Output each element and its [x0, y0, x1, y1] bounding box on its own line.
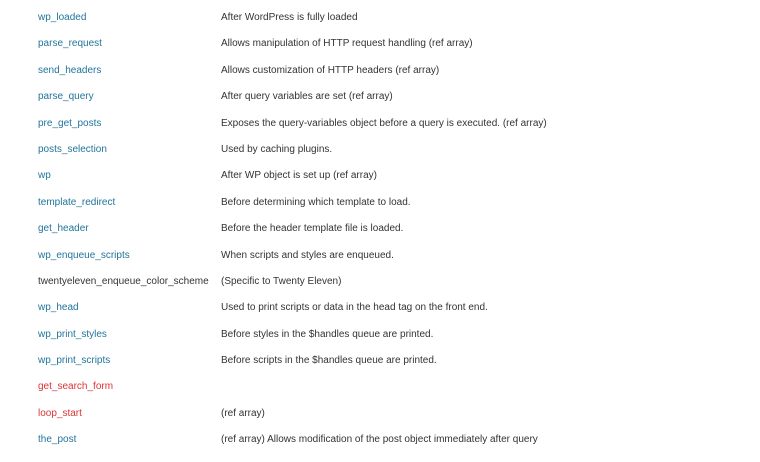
hook-description: (ref array) Allows modification of the post object immediately after query	[221, 434, 538, 446]
hook-link-posts-selection[interactable]: posts_selection	[38, 143, 107, 155]
hook-description: Used by caching plugins.	[221, 143, 333, 155]
table-row	[0, 321, 760, 347]
hook-description: Before scripts in the $handles queue are printed.	[221, 355, 437, 367]
hook-link-send-headers[interactable]: send_headers	[38, 64, 102, 76]
hook-description: (Specific to Twenty Eleven)	[221, 275, 342, 287]
hook-link-get-search-form[interactable]: get_search_form	[38, 381, 114, 393]
hook-link-template-redirect[interactable]: template_redirect	[38, 196, 116, 208]
hook-link-wp-enqueue-scripts[interactable]: wp_enqueue_scripts	[38, 249, 130, 261]
hook-link-wp-print-styles[interactable]: wp_print_styles	[38, 328, 107, 340]
hook-description: Before the header template file is loaded.	[221, 223, 404, 235]
hook-link-pre-get-posts[interactable]: pre_get_posts	[38, 117, 102, 129]
hook-description: Exposes the query-variables object before a query is executed. (ref array)	[221, 117, 547, 129]
hook-description: Before determining which template to load.	[221, 196, 411, 208]
table-row	[0, 4, 760, 30]
hook-link-wp-head[interactable]: wp_head	[38, 302, 79, 314]
hook-link-parse-request[interactable]: parse_request	[38, 38, 102, 50]
hook-description: (ref array)	[221, 407, 265, 419]
hook-link-loop-start[interactable]: loop_start	[38, 407, 82, 419]
table-row	[0, 215, 760, 241]
hook-description: Used to print scripts or data in the head tag on the front end.	[221, 302, 488, 314]
table-row	[0, 136, 760, 162]
table-row	[0, 110, 760, 136]
table-row	[0, 57, 760, 83]
hook-link-wp-print-scripts[interactable]: wp_print_scripts	[38, 355, 111, 367]
hook-link-wp-loaded[interactable]: wp_loaded	[38, 12, 87, 23]
hook-description: After query variables are set (ref array)	[221, 91, 393, 103]
hook-description: When scripts and styles are enqueued.	[221, 249, 394, 261]
hook-name-twentyeleven-enqueue-color-scheme: twentyeleven_enqueue_color_scheme	[38, 275, 209, 287]
hook-description: Allows customization of HTTP headers (ref array)	[221, 64, 440, 76]
table-row	[0, 294, 760, 320]
table-row	[0, 162, 760, 188]
hook-description: After WordPress is fully loaded	[221, 12, 358, 23]
table-row	[0, 347, 760, 373]
table-row	[0, 30, 760, 56]
table-row	[0, 373, 760, 399]
hook-link-parse-query[interactable]: parse_query	[38, 91, 94, 103]
hook-description: After WP object is set up (ref array)	[221, 170, 377, 182]
table-row	[0, 83, 760, 109]
table-row	[0, 400, 760, 426]
table-row	[0, 242, 760, 268]
hooks-table	[0, 4, 760, 453]
hook-link-wp[interactable]: wp	[38, 170, 51, 182]
hook-link-the-post[interactable]: the_post	[38, 434, 77, 446]
table-row	[0, 426, 760, 452]
table-row	[0, 189, 760, 215]
table-row	[0, 268, 760, 294]
hook-description: Allows manipulation of HTTP request handling (ref array)	[221, 38, 473, 50]
hook-description: Before styles in the $handles queue are printed.	[221, 328, 434, 340]
hook-link-get-header[interactable]: get_header	[38, 223, 89, 235]
